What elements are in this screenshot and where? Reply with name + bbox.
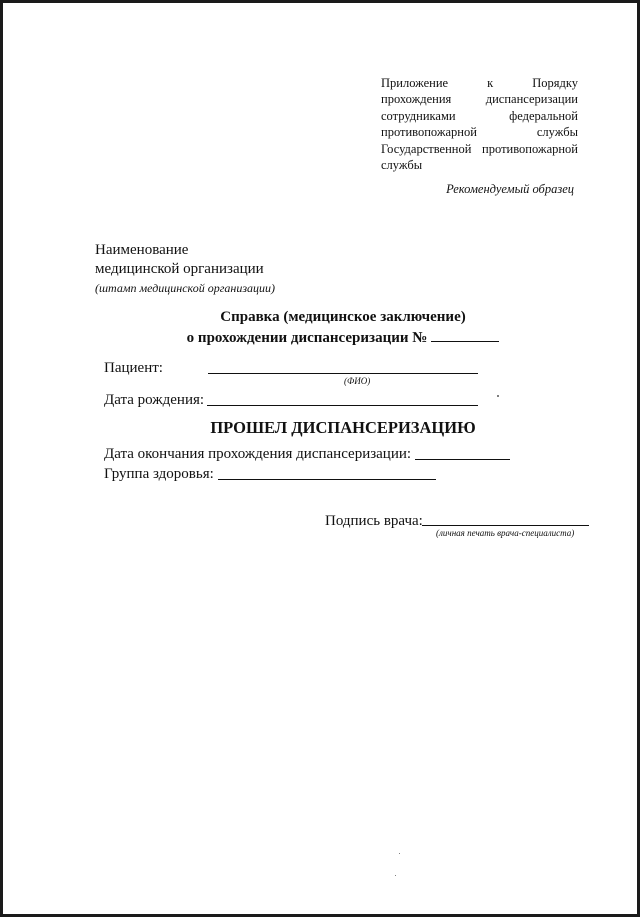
document-subtitle <box>103 329 583 347</box>
health-group-label: Группа здоровья: <box>104 466 214 482</box>
organization-line: медицинской организации <box>95 261 264 277</box>
signature-field[interactable] <box>422 525 589 526</box>
subtitle-text: о прохождении диспансеризации № <box>186 330 428 346</box>
sample-label: Рекомендуемый образец <box>446 182 574 196</box>
patient-caption: (ФИО) <box>344 376 371 386</box>
patient-label: Пациент: <box>104 360 163 376</box>
signature-label: Подпись врача: <box>325 513 423 529</box>
birth-date-label: Дата рождения: <box>104 392 205 408</box>
appendix-line: службы <box>381 158 423 173</box>
scan-speck <box>395 875 396 876</box>
appendix-note <box>381 75 578 173</box>
appendix-line: Приложение к Порядку <box>381 76 578 90</box>
appendix-line: сотрудниками федеральной <box>381 108 578 123</box>
birth-date-field[interactable] <box>207 405 478 406</box>
stamp-note: (штамп медицинской организации) <box>95 281 276 295</box>
appendix-line: Государственной противопожарной <box>381 141 578 156</box>
scan-speck <box>497 395 499 397</box>
appendix-line: противопожарной службы <box>381 125 578 140</box>
status-heading: ПРОШЕЛ ДИСПАНСЕРИЗАЦИЮ <box>210 418 476 437</box>
end-date-label: Дата окончания прохождения диспансеризации: <box>104 446 412 462</box>
patient-name-field[interactable] <box>208 373 478 374</box>
appendix-line: прохождения диспансеризации <box>381 92 578 107</box>
organization-line: Наименование <box>95 242 189 258</box>
health-group-field[interactable] <box>218 479 436 480</box>
certificate-number-field[interactable] <box>431 329 499 342</box>
document-title: Справка (медицинское заключение) <box>220 309 466 325</box>
organization-block <box>95 241 275 298</box>
end-date-field[interactable] <box>415 459 510 460</box>
signature-caption: (личная печать врача-специалиста) <box>436 528 575 538</box>
scan-speck <box>399 853 400 854</box>
